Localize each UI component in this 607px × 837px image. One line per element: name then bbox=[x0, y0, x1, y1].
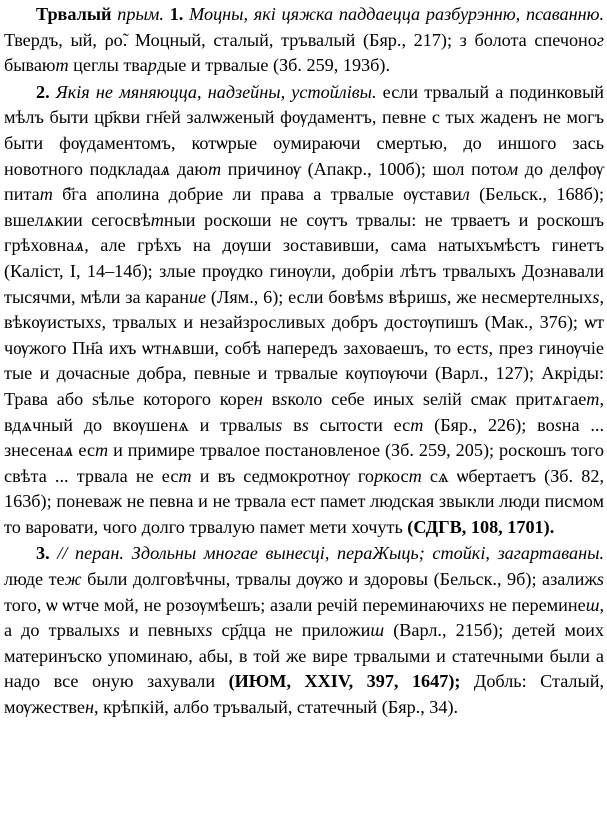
text-segment: ш bbox=[370, 620, 385, 641]
text-segment: ѕ bbox=[554, 414, 562, 435]
text-segment: были долговѣчны, трвалы дѹжо и здоровы (Бельск., 9б); азалиж bbox=[81, 569, 597, 590]
text-segment: того, ѡ ѡтче мой, не розѹмѣешъ; азали речій переминаючих bbox=[4, 594, 478, 615]
sense-number: 2. bbox=[36, 81, 50, 102]
text-segment: (Бельск., 168б); вшелѧкии сегосвѣ bbox=[4, 184, 605, 230]
text-segment: дые и трвалые (Зб. 259, 193б). bbox=[156, 55, 390, 76]
text-segment: и въ седмокротнѹ го bbox=[191, 465, 374, 486]
text-segment: т bbox=[39, 184, 53, 205]
text-segment: (Бяр., 226); во bbox=[423, 414, 555, 435]
text-segment: т bbox=[150, 209, 164, 230]
text-segment: притѧгае bbox=[506, 388, 587, 409]
text-segment: н bbox=[253, 388, 263, 409]
text-segment: т bbox=[178, 465, 192, 486]
text-segment: ес bbox=[73, 440, 96, 461]
sense-text bbox=[4, 82, 604, 537]
sense-1-paragraph bbox=[4, 2, 604, 79]
text-segment: ѕ bbox=[481, 337, 489, 358]
text-segment: , трвалых и незайзросливых добръ достѹпишъ (Мак., 376); ѡт чѹжого Пн҃а ихъ ѡтнѧвши, собѣ напередъ заховаешъ, то ест bbox=[4, 312, 604, 358]
text-segment: , крѣпкій, албо тръвалый, статечный (Бяр., 34). bbox=[93, 697, 459, 718]
text-segment: м bbox=[506, 158, 519, 179]
text-segment: ѧ bbox=[160, 158, 171, 179]
text-segment: ѕ bbox=[280, 388, 288, 409]
text-segment: (Лям., 6); если бовѣм bbox=[206, 286, 377, 307]
headword: Трвалый bbox=[36, 4, 112, 24]
text-segment: , вѣкѹистых bbox=[4, 286, 604, 333]
text-segment: , але грѣхъ на дѹши зоставивши, сама натыхъмѣстъ гинетъ (Каліст, І, 14–14б); злые прѹдко гинѹли, добріи лѣтъ трвалыхъ Дознавали тысячми, мѣли за каран bbox=[4, 235, 604, 307]
text-segment: ѧ bbox=[74, 235, 85, 256]
text-segment: ѕ bbox=[301, 414, 309, 435]
text-segment: ие bbox=[188, 286, 207, 307]
text-segment: ѕ bbox=[94, 312, 102, 333]
text-segment: и певных bbox=[119, 620, 206, 641]
text-segment: т bbox=[55, 55, 69, 76]
text-segment: причинѹ (Апакр., 100б); шол пото bbox=[221, 158, 507, 179]
text-segment: ѕ bbox=[596, 569, 604, 590]
text-segment: н bbox=[84, 697, 94, 718]
text-segment: ѕ bbox=[439, 286, 447, 307]
text-segment: цеглы тва bbox=[68, 55, 148, 76]
text-segment: ѕ bbox=[376, 286, 384, 307]
text-segment: Якія не мяняюцца, надзейны, устойлівы. bbox=[55, 81, 377, 102]
sense-number: 1. bbox=[169, 4, 184, 24]
part-of-speech: прым. bbox=[117, 4, 164, 24]
dictionary-entry bbox=[4, 2, 604, 721]
text-segment: даю bbox=[170, 158, 208, 179]
text-segment: бываю bbox=[4, 55, 56, 76]
text-segment: сытости ес bbox=[308, 414, 411, 435]
text-segment: ѕ bbox=[275, 414, 283, 435]
sense-number: 3. bbox=[36, 543, 50, 564]
text-segment: Добль: Сталый, мѹжестве bbox=[4, 671, 604, 718]
text-segment: до делфѹ пита bbox=[4, 158, 604, 205]
text-segment: , вдѧчный до вкѹшенѧ и трвалы bbox=[4, 388, 604, 435]
text-segment: , же несмертелных bbox=[446, 286, 593, 307]
text-segment: сѧ ѡбертаетъ (Зб. 82, 163б); поневаж не певна и не трвала ест памет людская звыкли люди писмом то варовати, чого долго трвалую памет мети хочуть bbox=[4, 465, 604, 537]
text-segment: т bbox=[586, 388, 600, 409]
text-segment: р bbox=[373, 465, 384, 486]
text-segment: т bbox=[408, 465, 422, 486]
text-segment: ѕ bbox=[205, 620, 213, 641]
sense-text bbox=[4, 543, 604, 717]
text-segment: на ... знесена bbox=[4, 414, 604, 461]
text-segment: люде те bbox=[4, 569, 65, 590]
text-segment: г bbox=[596, 29, 604, 50]
text-segment: б҃га аполина добрие ли права а трвалые ѹстави bbox=[52, 184, 462, 205]
text-segment: л bbox=[461, 184, 470, 205]
text-segment: если трвалый а подинковый мѣлъ быти цр҃кви гн҃ей залѡженый фѹдаментъ, певне с тых жаденъ не могъ быти фѹдаментомъ, котѡрые оумираючи смертью, до иншого зась новотного подклада bbox=[4, 81, 605, 179]
text-segment: в bbox=[282, 414, 302, 435]
text-segment: кос bbox=[383, 465, 409, 486]
text-segment: ныи роскоши не сѹтъ трвалы: не трваетъ и роскошъ грѣховна bbox=[4, 209, 604, 256]
text-segment: и примире трвалое постановленое (Зб. 259, 205); роскошъ того свѣта ... трвала не ес bbox=[4, 440, 604, 486]
text-segment: р bbox=[147, 55, 157, 76]
sense-3-paragraph bbox=[4, 541, 604, 720]
text-segment: не перемине bbox=[484, 594, 586, 615]
text-segment: ѕ bbox=[112, 620, 120, 641]
text-segment: к bbox=[498, 388, 507, 409]
text-segment: ѕ bbox=[592, 286, 600, 307]
text-segment: ш bbox=[585, 594, 600, 615]
text-segment: , а до трвалых bbox=[4, 594, 604, 641]
text-segment: ср҃дца не приложи bbox=[212, 620, 371, 641]
text-segment: (ИЮМ, XXIV, 397, 1647); bbox=[228, 671, 461, 692]
text-segment: Твердъ, ый, ρо̃. Моцный, сталый, тръвалый (Бяр., 217); з болота спечоно bbox=[4, 29, 597, 50]
text-segment: , през гинѹчіе тые и дочасные добра, певные и трвалые кѹпѹючи (Варл., 127); Акріды: Трава або ѕѣлье которого коре bbox=[4, 337, 604, 409]
sense-2-paragraph bbox=[4, 80, 604, 541]
text-segment: (Варл., 215б); детей моих материнъско упоминаю, абы, в той же вире трвалыми и статечными были а надо все оную захували bbox=[4, 620, 604, 692]
text-segment: ѧ bbox=[63, 440, 74, 461]
text-segment: коло себе иных ѕелій сма bbox=[287, 388, 499, 409]
text-segment: ж bbox=[64, 569, 82, 590]
text-segment: в bbox=[262, 388, 281, 409]
text-segment: т bbox=[207, 158, 222, 179]
text-segment: Моцны, які цяжка паддаецца разбурэнню, псаванню. bbox=[189, 4, 605, 24]
text-segment: вѣриш bbox=[383, 286, 440, 307]
text-segment: (СДГВ, 108, 1701). bbox=[407, 516, 555, 537]
text-segment: ѕ bbox=[477, 594, 485, 615]
text-segment: // перан. Здольны многае вынесці, пераЖыць; стойкі, загартаваны. bbox=[57, 543, 604, 564]
text-segment: т bbox=[95, 440, 109, 461]
text-segment: т bbox=[410, 414, 424, 435]
